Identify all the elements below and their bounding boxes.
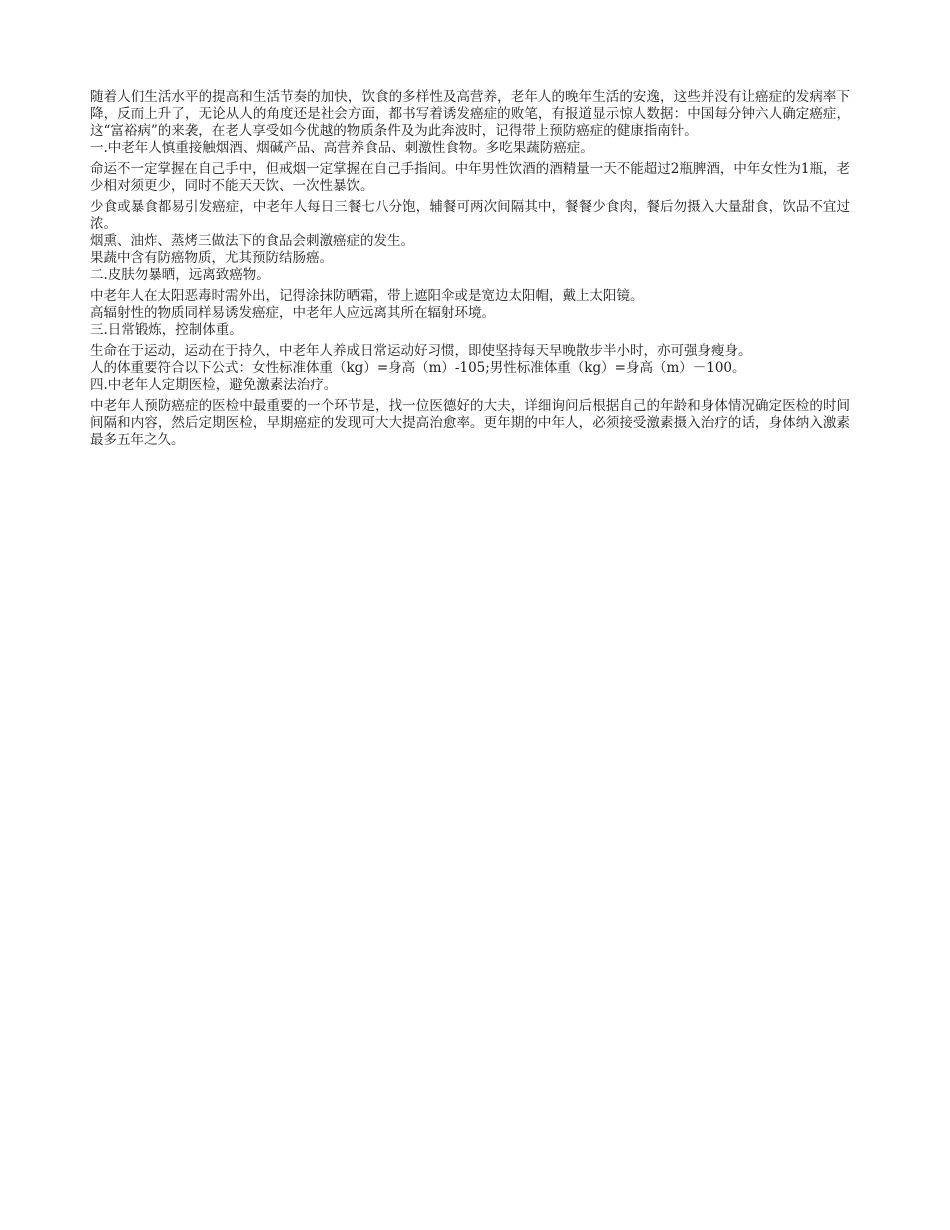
- paragraph-exercise: 生命在于运动，运动在于持久，中老年人养成日常运动好习惯，即使坚持每天早晚散步半小时，亦可强身瘦身。: [90, 343, 752, 359]
- paragraph-cooking: 烟熏、油炸、蒸烤三做法下的食品会刺激癌症的发生。: [90, 233, 414, 249]
- paragraph-weight-formula: 人的体重要符合以下公式：女性标准体重（kg）=身高（m）-105;男性标准体重（kg）=身高（m）－100。: [90, 360, 746, 376]
- paragraph-checkup: 中老年人预防癌症的医检中最重要的一个环节是，找一位医德好的大夫，详细询问后根据自己的年龄和身体情况确定医检的时间间隔和内容，然后定期医检，早期癌症的发现可大大提高治愈率。更年期的中年人，必须接受激素摄入治疗的话，身体纳入激素最多五年之久。: [90, 398, 850, 448]
- paragraph-radiation: 高辐射性的物质同样易诱发癌症，中老年人应远离其所在辐射环境。: [90, 305, 495, 321]
- section-heading-4: 四.中老年人定期医检，避免激素法治疗。: [90, 377, 338, 393]
- section-heading-3: 三.日常锻炼，控制体重。: [90, 322, 243, 338]
- document-body: [90, 89, 850, 449]
- section-heading-2: 二.皮肤勿暴晒，远离致癌物。: [90, 267, 270, 283]
- paragraph-alcohol: 命运不一定掌握在自己手中，但戒烟一定掌握在自己手指间。中年男性饮酒的酒精量一天不能超过2瓶脾酒，中年女性为1瓶，老少相对须更少，同时不能天天饮、一次性暴饮。: [90, 161, 850, 194]
- paragraph-intro: 随着人们生活水平的提高和生活节奏的加快，饮食的多样性及高营养，老年人的晚年生活的安逸，这些并没有让癌症的发病率下降，反而上升了，无论从人的角度还是社会方面，都书写着诱发癌症的败笔，有报道显示惊人数据：中国每分钟六人确定癌症，这“富裕病”的来袭，在老人享受如今优越的物质条件及为此奔波时，记得带上预防癌症的健康指南针。: [90, 89, 850, 139]
- section-heading-1: 一.中老年人慎重接触烟酒、烟碱产品、高营养食品、刺激性食物。多吃果蔬防癌症。: [90, 140, 594, 156]
- paragraph-fruits: 果蔬中含有防癌物质，尤其预防结肠癌。: [90, 250, 333, 266]
- paragraph-diet: 少食或暴食都易引发癌症，中老年人每日三餐七八分饱，辅餐可两次间隔其中，餐餐少食肉，餐后勿摄入大量甜食，饮品不宜过浓。: [90, 199, 850, 232]
- paragraph-sun: 中老年人在太阳恶毒时需外出，记得涂抹防晒霜，带上遮阳伞或是宽边太阳帽，戴上太阳镜。: [90, 288, 644, 304]
